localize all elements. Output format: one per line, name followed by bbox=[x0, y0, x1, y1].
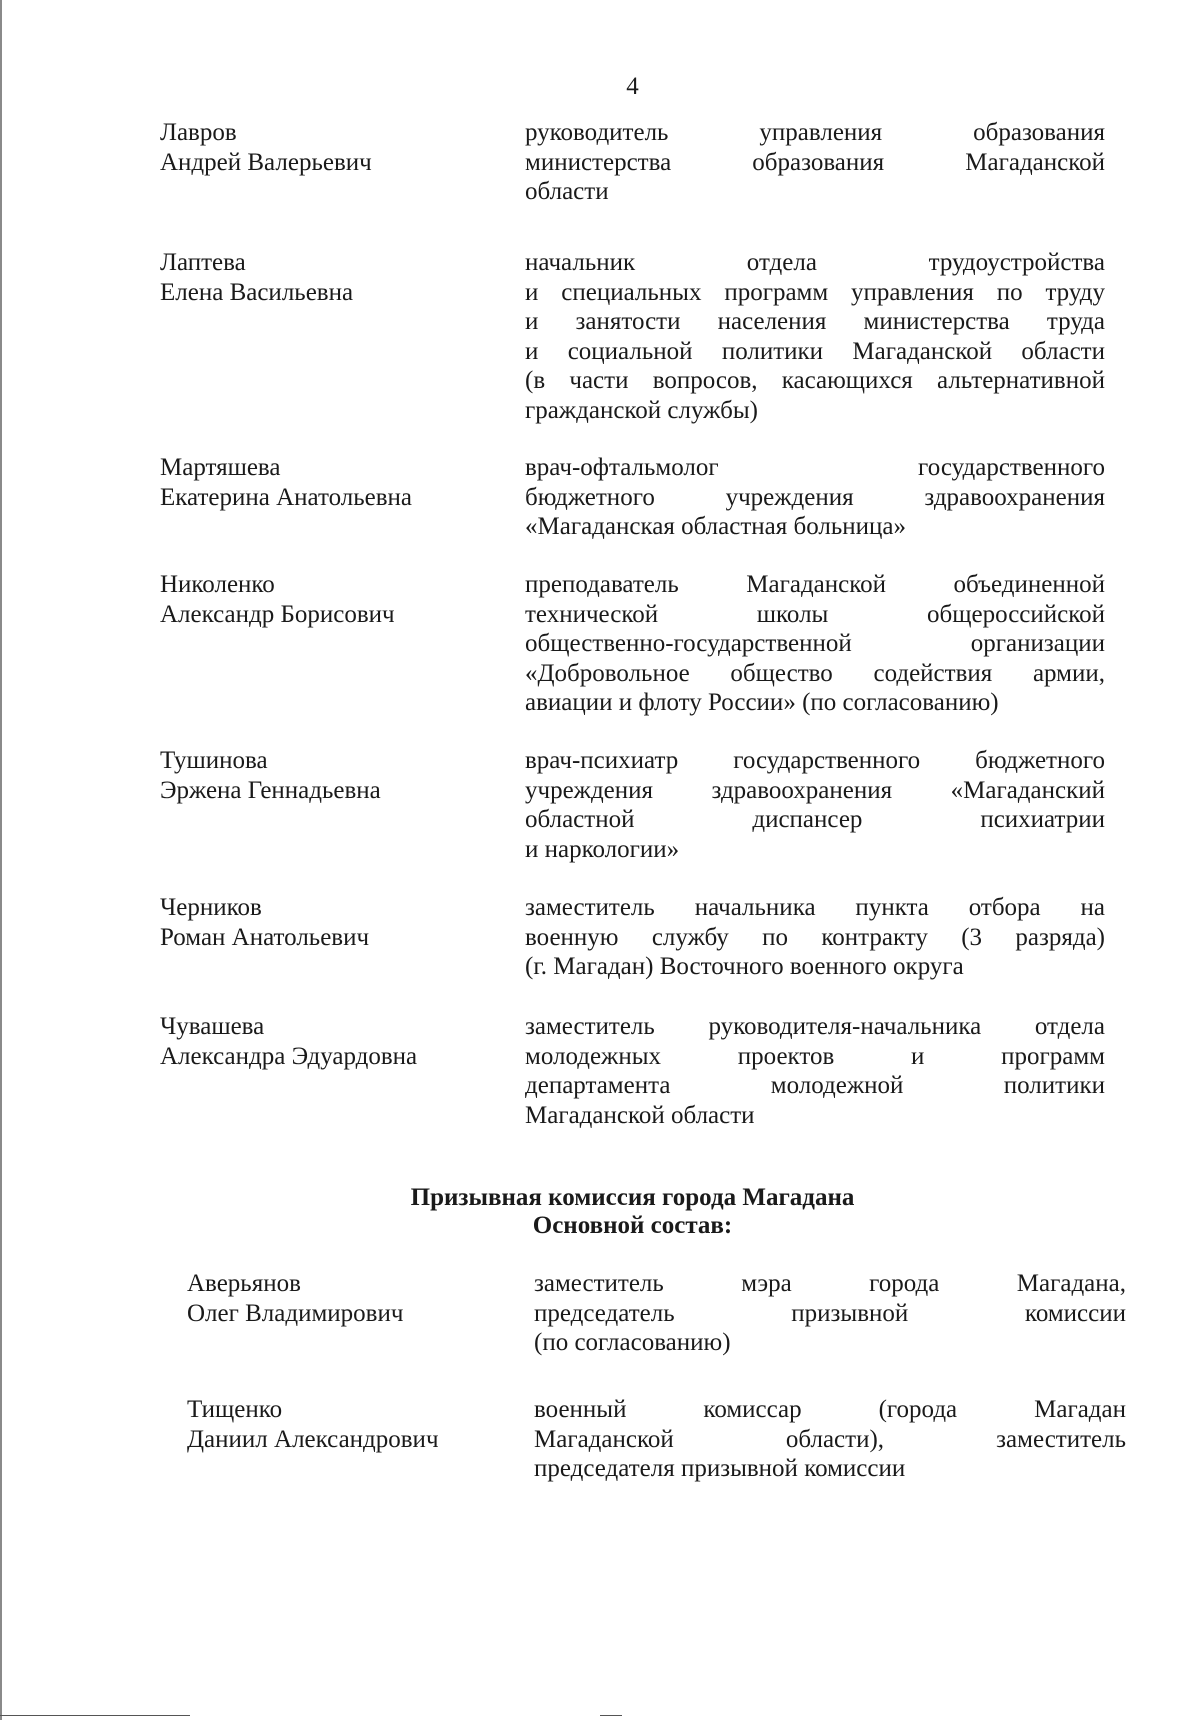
member-name bbox=[187, 1269, 403, 1329]
role-line: учреждения здравоохранения «Магаданский bbox=[525, 776, 1105, 804]
member-role bbox=[525, 746, 1105, 864]
role-line: председателя призывной комиссии bbox=[534, 1455, 906, 1482]
section-title: Призывная комиссия города Магадана bbox=[410, 1184, 855, 1211]
member-surname: Чувашева bbox=[160, 1013, 265, 1040]
role-line: (в части вопросов, касающихся альтернативной bbox=[525, 367, 1105, 394]
role-line: бюджетного учреждения здравоохранения bbox=[525, 483, 1105, 511]
role-line: врач-психиатр государственного бюджетного bbox=[525, 747, 1105, 774]
scan-artifact-line bbox=[0, 1715, 190, 1716]
role-line: Магаданской области), заместитель bbox=[534, 1425, 1126, 1453]
role-line: области bbox=[525, 178, 609, 205]
member-given-names: Екатерина Анатольевна bbox=[160, 484, 413, 511]
member-name bbox=[160, 570, 395, 630]
role-line: и наркологии» bbox=[525, 835, 680, 863]
member-role bbox=[534, 1395, 1126, 1484]
member-surname: Николенко bbox=[160, 571, 275, 598]
member-given-names: Роман Анатольевич bbox=[160, 924, 370, 951]
member-surname: Тищенко bbox=[187, 1396, 283, 1423]
role-line: и специальных программ управления по труду bbox=[525, 278, 1105, 306]
role-line: министерства образования Магаданской bbox=[525, 148, 1105, 176]
role-line: военный комиссар (города Магадан bbox=[534, 1396, 1126, 1423]
role-line: департамента молодежной политики bbox=[525, 1072, 1105, 1099]
member-given-names: Александр Борисович bbox=[160, 601, 395, 628]
role-line: преподаватель Магаданской объединенной bbox=[525, 571, 1105, 598]
member-name bbox=[160, 746, 381, 806]
member-surname: Аверьянов bbox=[187, 1270, 301, 1297]
page-number: 4 bbox=[626, 73, 639, 100]
role-line: «Добровольное общество содействия армии, bbox=[525, 659, 1105, 687]
role-line: (г. Магадан) Восточного военного округа bbox=[525, 953, 964, 980]
page-left-edge bbox=[0, 0, 2, 1720]
role-line: заместитель руководителя-начальника отдела bbox=[525, 1013, 1105, 1040]
member-name bbox=[160, 1012, 417, 1072]
role-line: гражданской службы) bbox=[525, 396, 758, 424]
role-line: и социальной политики Магаданской области bbox=[525, 337, 1105, 365]
member-name bbox=[160, 453, 412, 513]
member-given-names: Андрей Валерьевич bbox=[160, 149, 372, 176]
member-surname: Мартяшева bbox=[160, 454, 281, 481]
role-line: общественно-государственной организации bbox=[525, 630, 1105, 657]
role-line: (по согласованию) bbox=[534, 1329, 731, 1356]
member-given-names: Олег Владимирович bbox=[187, 1300, 404, 1327]
role-line: авиации и флоту России» (по согласованию) bbox=[525, 689, 999, 716]
member-role bbox=[534, 1269, 1126, 1358]
member-name bbox=[160, 118, 372, 178]
role-line: военную службу по контракту (3 разряда) bbox=[525, 923, 1105, 951]
role-line: технической школы общероссийской bbox=[525, 600, 1105, 628]
member-surname: Лавров bbox=[160, 119, 237, 146]
role-line: заместитель начальника пункта отбора на bbox=[525, 894, 1105, 921]
role-line: областной диспансер психиатрии bbox=[525, 806, 1105, 833]
member-given-names: Елена Васильевна bbox=[160, 279, 354, 306]
member-role bbox=[525, 570, 1105, 718]
role-line: «Магаданская областная больница» bbox=[525, 513, 906, 540]
role-line: Магаданской области bbox=[525, 1101, 755, 1129]
member-given-names: Александра Эдуардовна bbox=[160, 1043, 418, 1070]
role-line: председатель призывной комиссии bbox=[534, 1299, 1126, 1327]
member-role bbox=[525, 248, 1105, 425]
member-name bbox=[187, 1395, 439, 1455]
role-line: врач-офтальмолог государственного bbox=[525, 454, 1105, 481]
member-role bbox=[525, 1012, 1105, 1130]
role-line: руководитель управления образования bbox=[525, 119, 1105, 146]
role-line: молодежных проектов и программ bbox=[525, 1042, 1105, 1070]
scan-artifact-line bbox=[600, 1715, 622, 1716]
member-surname: Лаптева bbox=[160, 249, 246, 276]
member-given-names: Эржена Геннадьевна bbox=[160, 777, 381, 804]
member-surname: Тушинова bbox=[160, 747, 268, 774]
member-surname: Черников bbox=[160, 894, 262, 921]
role-line: заместитель мэра города Магадана, bbox=[534, 1270, 1126, 1297]
member-role bbox=[525, 893, 1105, 982]
member-name bbox=[160, 893, 369, 953]
role-line: начальник отдела трудоустройства bbox=[525, 249, 1105, 276]
member-name bbox=[160, 248, 353, 308]
member-given-names: Даниил Александрович bbox=[187, 1426, 439, 1453]
member-role bbox=[525, 453, 1105, 542]
role-line: и занятости населения министерства труда bbox=[525, 308, 1105, 335]
member-role bbox=[525, 118, 1105, 207]
section-subtitle: Основной состав: bbox=[532, 1212, 733, 1239]
